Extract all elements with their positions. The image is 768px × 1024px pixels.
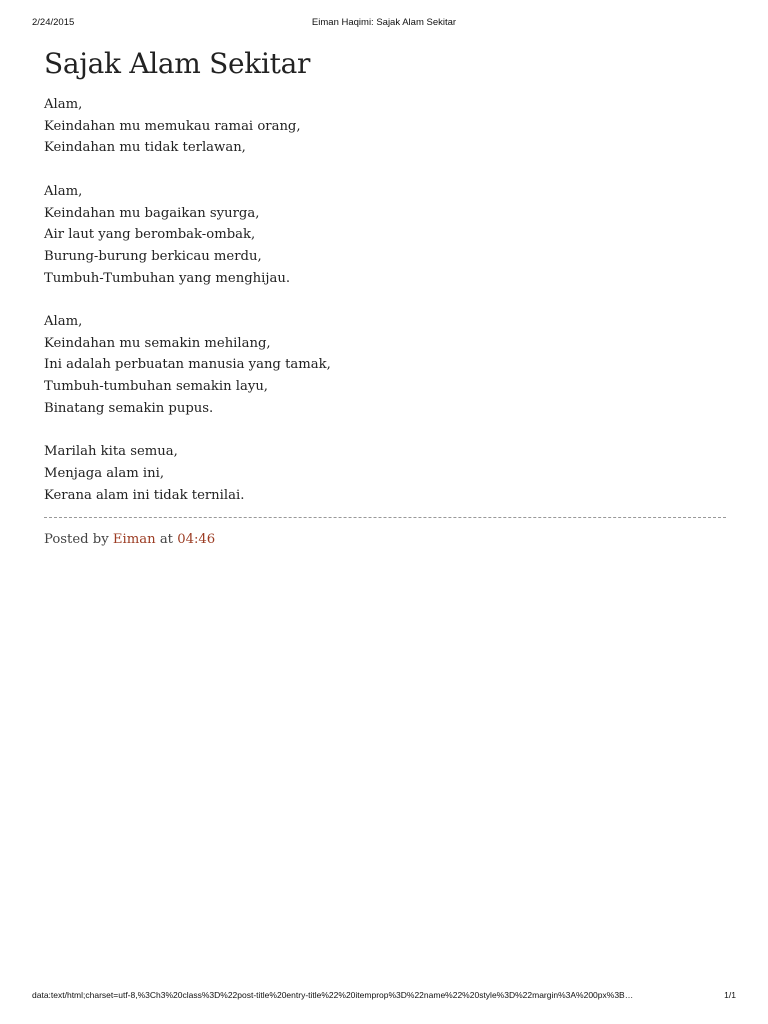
print-footer bbox=[32, 990, 736, 1002]
poem-line: Air laut yang berombak-ombak, bbox=[44, 227, 256, 243]
poem-line: Burung-burung berkicau merdu, bbox=[44, 248, 262, 264]
print-url: data:text/html;charset=utf-8,%3Ch3%20class%3D%22post-title%20entry-title%22%20itemprop%3D%22name%22%20style%3D%22margin%3A%200px%3B… bbox=[32, 990, 634, 1000]
poem-line: Alam, bbox=[44, 97, 83, 112]
print-date: 2/24/2015 bbox=[32, 17, 75, 28]
print-header bbox=[32, 17, 736, 31]
poem-line: Ini adalah perbuatan manusia yang tamak, bbox=[44, 357, 331, 373]
posted-by-label: Posted by bbox=[44, 532, 109, 548]
post-body bbox=[44, 94, 726, 506]
post-timestamp-link[interactable]: 04:46 bbox=[177, 532, 216, 548]
poem-line: Tumbuh-Tumbuhan yang menghijau. bbox=[44, 270, 291, 286]
post-title: Sajak Alam Sekitar bbox=[44, 47, 311, 80]
poem-line: Marilah kita semua, bbox=[44, 444, 178, 460]
poem-line: Menjaga alam ini, bbox=[44, 465, 165, 481]
post-divider bbox=[44, 517, 726, 518]
post-footer bbox=[44, 530, 726, 550]
stanza-1 bbox=[44, 94, 726, 159]
blog-post bbox=[44, 44, 726, 550]
poem-line: Alam, bbox=[44, 314, 83, 329]
author-link[interactable]: Eiman bbox=[112, 532, 156, 548]
at-label: at bbox=[159, 532, 173, 548]
poem-line: Keindahan mu semakin mehilang, bbox=[44, 335, 271, 351]
stanza-2 bbox=[44, 181, 726, 290]
poem-line: Keindahan mu memukau ramai orang, bbox=[44, 118, 301, 134]
poem-line: Tumbuh-tumbuhan semakin layu, bbox=[44, 379, 269, 395]
poem-line: Alam, bbox=[44, 183, 83, 199]
stanza-4 bbox=[44, 441, 726, 506]
poem-line: Binatang semakin pupus. bbox=[44, 400, 214, 416]
poem-line: Keindahan mu tidak terlawan, bbox=[44, 140, 246, 156]
poem-line: Kerana alam ini tidak ternilai. bbox=[44, 487, 245, 503]
poem-line: Keindahan mu bagaikan syurga, bbox=[44, 205, 260, 221]
print-page-title: Eiman Haqimi: Sajak Alam Sekitar bbox=[311, 17, 457, 28]
stanza-3 bbox=[44, 311, 726, 420]
page-number: 1/1 bbox=[724, 990, 736, 1000]
